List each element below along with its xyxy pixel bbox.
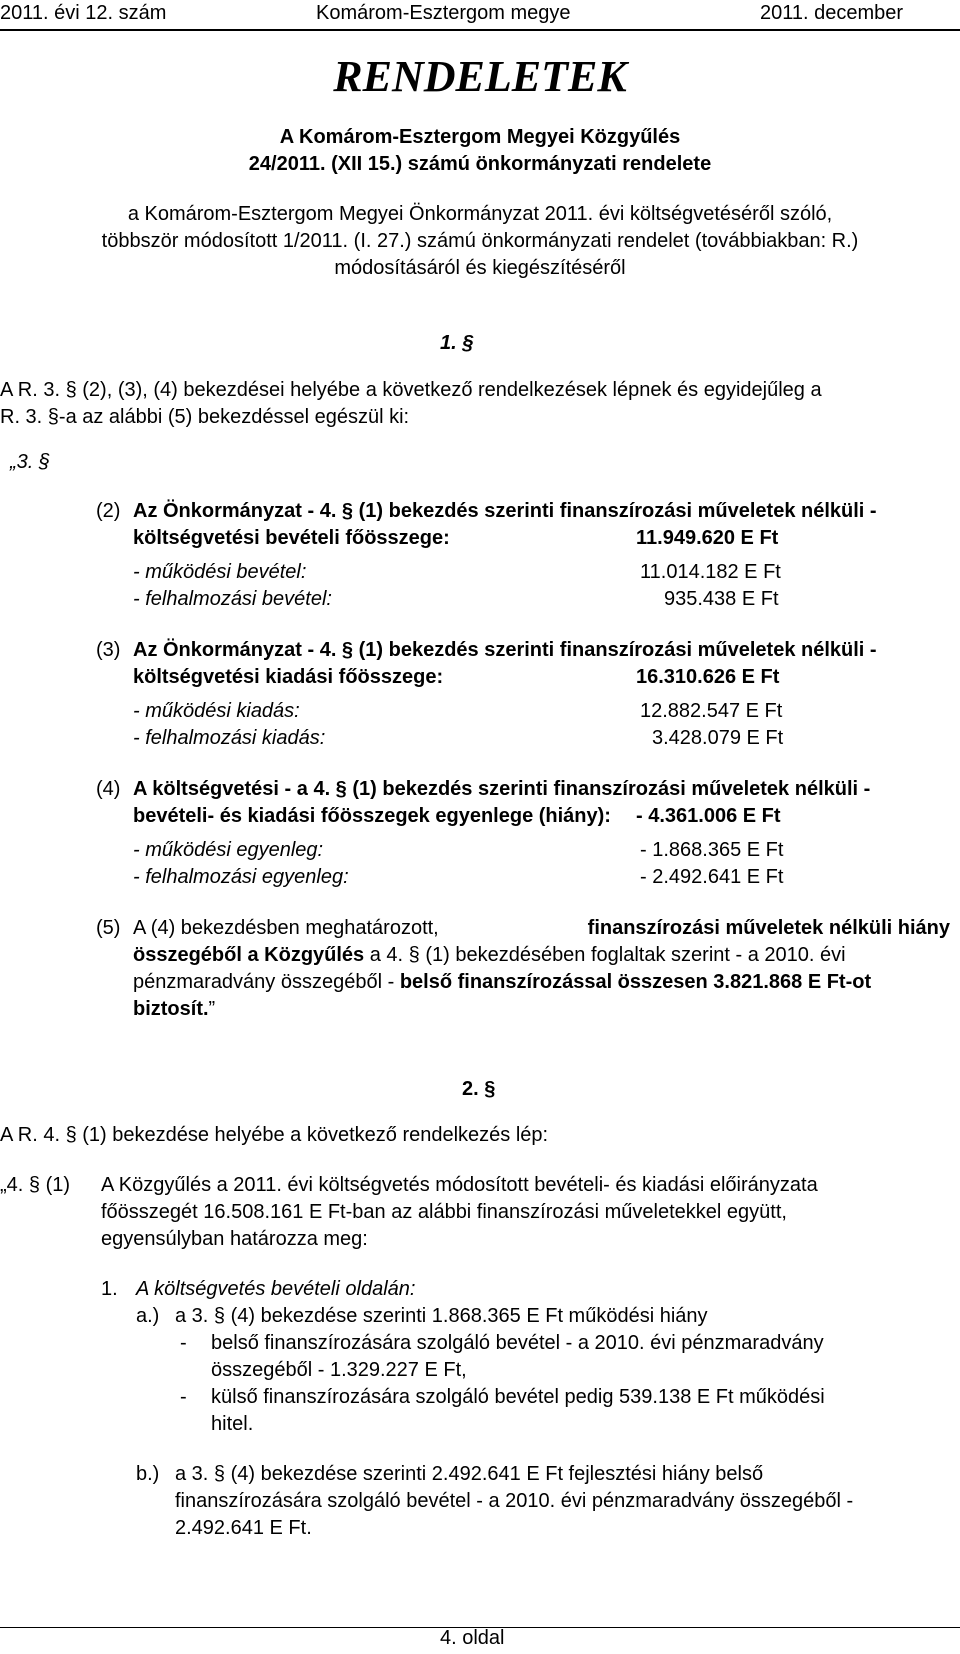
paragraph-5-line1-normal: A (4) bekezdésben meghatározott, <box>133 917 439 939</box>
paragraph-3-total: 16.310.626 E Ft <box>636 666 780 688</box>
paragraph-3-row2-value: 3.428.079 E Ft <box>652 727 784 749</box>
paragraph-5-line3 <box>133 969 871 996</box>
paragraph-5-line2-bold: összegéből a Közgyűlés <box>133 944 365 966</box>
paragraph-4-number: (4) <box>96 778 121 800</box>
paragraph-5-line3-bold: belső finanszírozással összesen 3.821.868 E Ft-ot <box>399 971 872 993</box>
item-a2-dash: - <box>180 1386 187 1408</box>
section-2-heading: 2. § <box>462 1078 496 1100</box>
decree-title-line1: A Komárom-Esztergom Megyei Közgyűlés <box>279 126 681 148</box>
decree-title-line2: 24/2011. (XII 15.) számú önkormányzati rendelete <box>248 153 712 175</box>
paragraph-2-row1-label: - működési bevétel: <box>133 561 307 583</box>
item-a1-line1: belső finanszírozására szolgáló bevétel - a 2010. évi pénzmaradvány <box>211 1332 824 1354</box>
paragraph-5-line1-bold: finanszírozási műveletek nélküli hiány <box>587 917 950 939</box>
item-a-label: a.) <box>136 1305 160 1327</box>
section-4-line1: A Közgyűlés a 2011. évi költségvetés módosított bevételi- és kiadási előirányzata <box>101 1174 818 1196</box>
paragraph-2-row1-value: 11.014.182 E Ft <box>640 561 781 583</box>
header-county: Komárom-Esztergom megye <box>316 2 571 24</box>
page-number: 4. oldal <box>440 1627 505 1649</box>
paragraph-5-line3-normal: pénzmaradvány összegéből - <box>133 971 400 993</box>
paragraph-2-number: (2) <box>96 500 121 522</box>
section-4-line2: főösszegét 16.508.161 E Ft-ban az alábbi finanszírozási műveletekkel együtt, <box>101 1201 787 1223</box>
closing-quote: ” <box>208 998 216 1020</box>
item-a2-line1: külső finanszírozására szolgáló bevétel pedig 539.138 E Ft működési <box>211 1386 825 1408</box>
item-b-line3: 2.492.641 E Ft. <box>175 1517 312 1539</box>
paragraph-3-row2-label: - felhalmozási kiadás: <box>133 727 326 749</box>
item-a2-line2: hitel. <box>211 1413 254 1435</box>
header-rule <box>0 29 960 31</box>
paragraph-3-line2: költségvetési kiadási főösszege: <box>133 666 444 688</box>
paragraph-3-row1-label: - működési kiadás: <box>133 700 300 722</box>
document-title: RENDELETEK <box>333 52 627 101</box>
quote-section-3: „3. § <box>10 451 51 473</box>
paragraph-5-line2 <box>133 942 846 969</box>
paragraph-5-line2-normal: a 4. § (1) bekezdésében foglaltak szerint - a 2010. évi <box>364 944 846 966</box>
paragraph-3-number: (3) <box>96 639 121 661</box>
paragraph-4-total: - 4.361.006 E Ft <box>636 805 781 827</box>
item-a1-line2: összegéből - 1.329.227 E Ft, <box>211 1359 467 1381</box>
list-item-1-number: 1. <box>101 1278 118 1300</box>
paragraph-5-line4-bold: biztosít. <box>133 998 209 1020</box>
decree-subtitle-line1: a Komárom-Esztergom Megyei Önkormányzat 2011. évi költségvetéséről szóló, <box>127 203 833 225</box>
header-issue: 2011. évi 12. szám <box>0 2 167 24</box>
paragraph-4-row1-label: - működési egyenleg: <box>133 839 324 861</box>
paragraph-3-line1: Az Önkormányzat - 4. § (1) bekezdés szerinti finanszírozási műveletek nélküli - <box>133 639 877 661</box>
paragraph-4-line1: A költségvetési - a 4. § (1) bekezdés szerinti finanszírozási műveletek nélküli - <box>133 778 871 800</box>
item-b-label: b.) <box>136 1463 160 1485</box>
paragraph-4-row2-value: - 2.492.641 E Ft <box>640 866 784 888</box>
item-a1-dash: - <box>180 1332 187 1354</box>
item-b-line2: finanszírozására szolgáló bevétel - a 2010. évi pénzmaradvány összegéből - <box>175 1490 854 1512</box>
paragraph-2-line1: Az Önkormányzat - 4. § (1) bekezdés szerinti finanszírozási műveletek nélküli - <box>133 500 877 522</box>
decree-subtitle-line3: módosításáról és kiegészítéséről <box>334 257 626 279</box>
paragraph-2-line2: költségvetési bevételi főösszege: <box>133 527 450 549</box>
section-4-line3: egyensúlyban határozza meg: <box>101 1228 368 1250</box>
paragraph-3-row1-value: 12.882.547 E Ft <box>640 700 783 722</box>
section-1-heading: 1. § <box>440 332 474 354</box>
quote-section-4-number: „4. § (1) <box>0 1174 71 1196</box>
paragraph-2-row2-value: 935.438 E Ft <box>664 588 779 610</box>
paragraph-4-line2: bevételi- és kiadási főösszegek egyenlege (hiány): <box>133 805 611 827</box>
item-b-line1: a 3. § (4) bekezdése szerinti 2.492.641 E Ft fejlesztési hiány belső <box>175 1463 764 1485</box>
decree-subtitle-line2: többször módosított 1/2011. (I. 27.) számú önkormányzati rendelet (továbbiakban: R.) <box>101 230 859 252</box>
section-1-intro-line1: A R. 3. § (2), (3), (4) bekezdései helyébe a következő rendelkezések lépnek és egyidejűleg a <box>0 379 822 401</box>
paragraph-4-row1-value: - 1.868.365 E Ft <box>640 839 784 861</box>
paragraph-5-line4 <box>133 996 215 1023</box>
list-item-1-title: A költségvetés bevételi oldalán: <box>136 1278 416 1300</box>
paragraph-2-row2-label: - felhalmozási bevétel: <box>133 588 332 610</box>
paragraph-5-line1 <box>133 915 950 942</box>
item-a-text: a 3. § (4) bekezdése szerinti 1.868.365 E Ft működési hiány <box>175 1305 708 1327</box>
paragraph-5-number: (5) <box>96 917 121 939</box>
section-2-intro: A R. 4. § (1) bekezdése helyébe a következő rendelkezés lép: <box>0 1124 549 1146</box>
paragraph-2-total: 11.949.620 E Ft <box>636 527 779 549</box>
header-date: 2011. december <box>760 2 904 24</box>
section-1-intro-line2: R. 3. §-a az alábbi (5) bekezdéssel egészül ki: <box>0 406 410 428</box>
paragraph-4-row2-label: - felhalmozási egyenleg: <box>133 866 349 888</box>
